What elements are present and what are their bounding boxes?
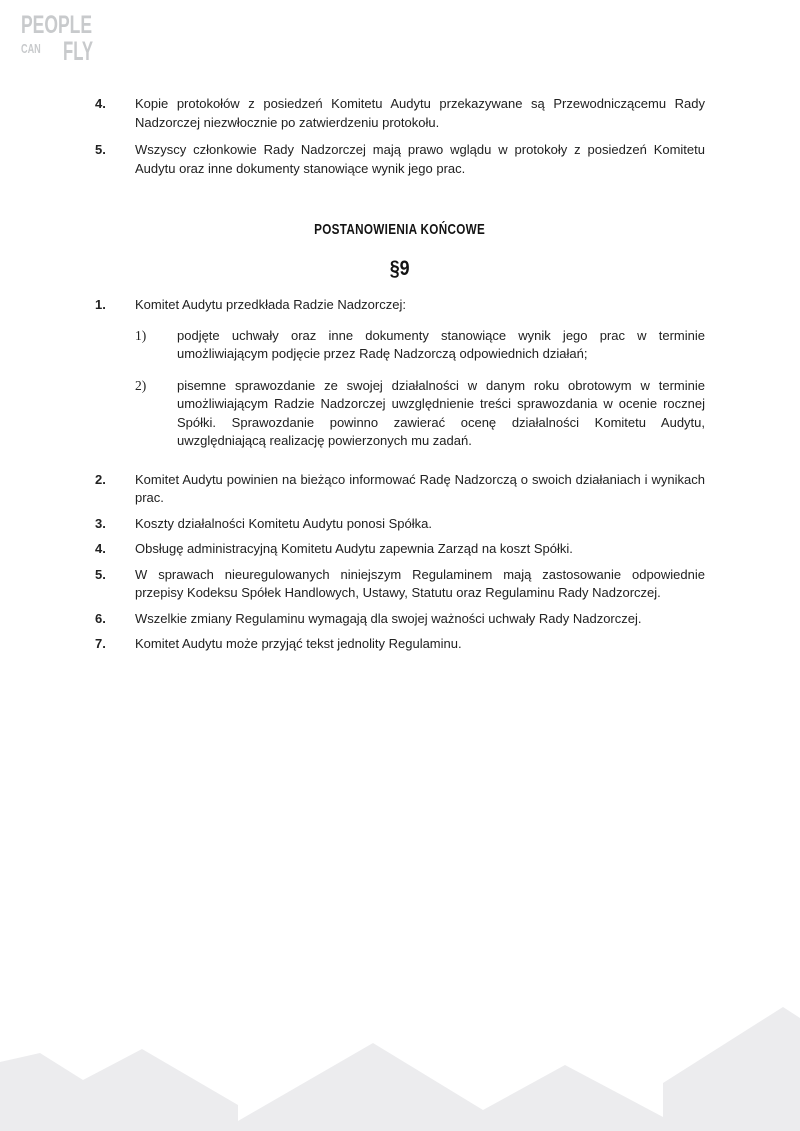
paragraph-number-text: §9 [390, 257, 410, 280]
list-item-text: Kopie protokołów z posiedzeń Komitetu Audytu przekazywane są Przewodniczącemu Rady Nadzorczej niezwłocznie po zatwierdzeniu protokołu. [135, 96, 705, 130]
list-item-text: Koszty działalności Komitetu Audytu ponosi Spółka. [135, 515, 433, 531]
list-item-6 [95, 610, 705, 629]
list-item-7 [95, 635, 705, 654]
list-item-number: 1. [95, 297, 106, 312]
section-heading-text: POSTANOWIENIA KOŃCOWE [314, 221, 486, 238]
sub-item-2 [135, 377, 705, 451]
continued-numbered-list [95, 95, 705, 178]
list-item-body [135, 296, 705, 464]
sub-item-text: pisemne sprawozdanie ze swojej działalności w danym roku obrotowym w terminie umożliwiającym Radzie Nadzorczej uwzględnienie treści sprawozdania w ocenie rocznej Spółki. Sprawozdanie powinno zawierać ocenę działalności Komitetu Audytu, uwzględniającą realizację powierzonych mu zadań. [177, 377, 705, 448]
logo-word-people: PEOPLE [21, 11, 92, 39]
list-item-number: 4. [95, 96, 106, 111]
list-item-2 [95, 471, 705, 508]
sub-item-number: 1) [135, 327, 147, 343]
list-item-text: Komitet Audytu przedkłada Radzie Nadzorczej: [135, 297, 406, 312]
zigzag-mountains-decoration [0, 1000, 800, 1131]
document-body [95, 95, 705, 661]
main-numbered-list [95, 296, 705, 654]
list-item-number: 2. [95, 471, 106, 487]
list-item-text: Komitet Audytu powinien na bieżąco informować Radę Nadzorczą o swoich działaniach i wynikach prac. [135, 471, 705, 505]
list-item-5 [95, 141, 705, 178]
list-item-number: 5. [95, 142, 106, 157]
list-item-4b [95, 540, 705, 559]
section-heading [95, 222, 705, 237]
sub-item-1 [135, 327, 705, 364]
list-item-text: W sprawach nieuregulowanych niniejszym Regulaminem mają zastosowanie odpowiednie przepisy Kodeksu Spółek Handlowych, Ustawy, Statutu oraz Regulaminu Rady Nadzorczej. [135, 566, 705, 600]
list-item-4 [95, 95, 705, 132]
list-item-1 [95, 296, 705, 464]
list-item-text: Wszyscy członkowie Rady Nadzorczej mają prawo wglądu w protokoły z posiedzeń Komitetu Audytu oraz inne dokumenty stanowiące wynik jego prac. [135, 142, 705, 176]
paragraph-number [95, 259, 705, 279]
list-item-number: 5. [95, 566, 106, 582]
logo-word-fly: FLY [63, 36, 94, 66]
list-item-5b [95, 566, 705, 603]
list-item-text: Komitet Audytu może przyjąć tekst jednolity Regulaminu. [135, 636, 462, 651]
list-item-text: Obsługę administracyjną Komitetu Audytu zapewnia Zarząd na koszt Spółki. [135, 541, 573, 556]
sub-list [135, 327, 705, 451]
list-item-number: 4. [95, 541, 106, 556]
sub-item-number: 2) [135, 377, 147, 393]
list-item-3 [95, 515, 705, 534]
list-item-number: 6. [95, 610, 106, 626]
list-item-text: Wszelkie zmiany Regulaminu wymagają dla swojej ważności uchwały Rady Nadzorczej. [135, 610, 642, 626]
logo-word-can: CAN [21, 41, 41, 56]
sub-item-text: podjęte uchwały oraz inne dokumenty stanowiące wynik jego prac w terminie umożliwiającym podjęcie przez Radę Nadzorczą odpowiednich działań; [177, 327, 705, 361]
list-item-number: 3. [95, 515, 106, 531]
people-can-fly-logo [21, 11, 111, 66]
list-item-number: 7. [95, 636, 106, 651]
